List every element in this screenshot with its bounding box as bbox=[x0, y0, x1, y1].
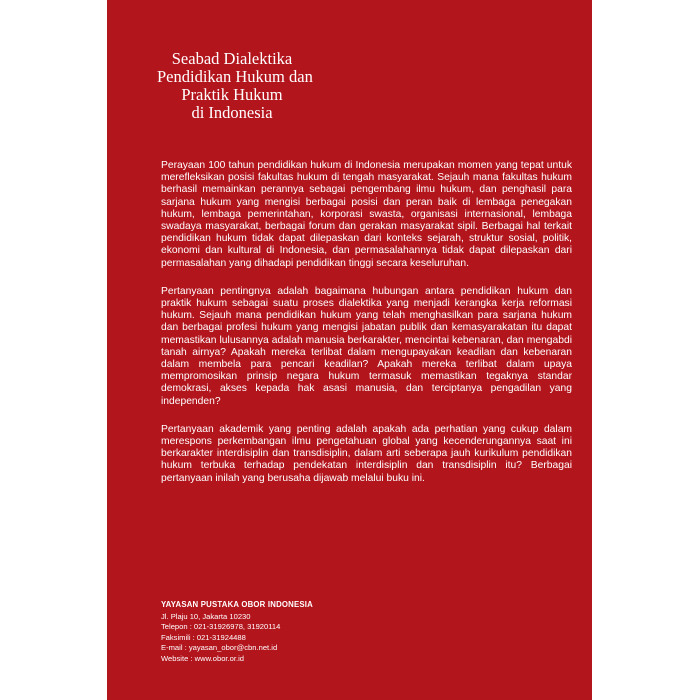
publisher-email: E-mail : yayasan_obor@cbn.net.id bbox=[161, 643, 278, 653]
publisher-name: YAYASAN PUSTAKA OBOR INDONESIA bbox=[161, 600, 314, 609]
synopsis-paragraph: Pertanyaan pentingnya adalah bagaimana hubungan antara pendidikan hukum dan praktik hukum sebagai suatu proses dialektika yang menjadi kerangka kerja reformasi hukum. Sejauh mana pendidikan hukum yang telah menghasilkan para sarjana hukum dan berbagai profesi hukum yang mengisi jabatan publik dan kemasyarakatan itu dapat memastikan lulusannya adalah manusia berkarakter, mencintai kebenaran, dan mengabdi tanah airnya? Apakah mereka terlibat dalam mengupayakan keadilan dan kebenaran dalam membela para pencari keadilan? Apakah mereka terlibat dalam upaya mempromosikan prinsip negara hukum termasuk memastikan tegaknya standar demokrasi, akses kepada hak asasi manusia, dan terciptanya pengadilan yang independen? bbox=[161, 285, 572, 407]
publisher-phone: Telepon : 021-31926978, 31920114 bbox=[161, 622, 281, 632]
synopsis-paragraph: Perayaan 100 tahun pendidikan hukum di Indonesia merupakan momen yang tepat untuk merefleksikan posisi fakultas hukum di tengah masyarakat. Sejauh mana fakultas hukum berhasil memainkan perannya sebagai pengembang ilmu hukum, dan penghasil para sarjana hukum yang mengisi berbagai posisi dan peran baik di lembaga penegakan hukum, lembaga pemerintahan, korporasi swasta, organisasi internasional, lembaga swadaya masyarakat, berbagai forum dan gerakan masyarakat sipil. Berbagai hal terkait pendidikan hukum tidak dapat dilepaskan dari konteks sejarah, struktur sosial, politik, ekonomi dan kultural di Indonesia, dan permasalahannya tidak dapat dilepaskan dari permasalahan yang dihadapi pendidikan tinggi secara keseluruhan. bbox=[161, 160, 572, 269]
title-line: Praktik Hukum bbox=[181, 85, 283, 104]
synopsis-paragraph: Pertanyaan akademik yang penting adalah apakah ada perhatian yang cukup dalam merespons perkembangan ilmu pengetahuan global yang kecenderungannya saat ini berkarakter interdisiplin dan transdisiplin, dalam arti seberapa jauh kurikulum pendidikan hukum terbuka terhadap pendekatan interdisiplin dan transdisiplin itu? Berbagai pertanyaan inilah yang berusaha dijawab melalui buku ini. bbox=[161, 423, 572, 484]
publisher-info bbox=[161, 600, 461, 664]
title-line: Seabad Dialektika bbox=[171, 49, 293, 68]
book-title bbox=[157, 49, 313, 122]
publisher-address: Jl. Plaju 10, Jakarta 10230 bbox=[161, 612, 251, 621]
back-cover bbox=[107, 0, 592, 700]
publisher-fax: Faksimili : 021-31924488 bbox=[161, 632, 246, 642]
publisher-website: Website : www.obor.or.id bbox=[161, 653, 245, 663]
title-line: Pendidikan Hukum dan bbox=[157, 67, 313, 86]
synopsis bbox=[161, 160, 572, 501]
title-line: di Indonesia bbox=[191, 103, 273, 122]
